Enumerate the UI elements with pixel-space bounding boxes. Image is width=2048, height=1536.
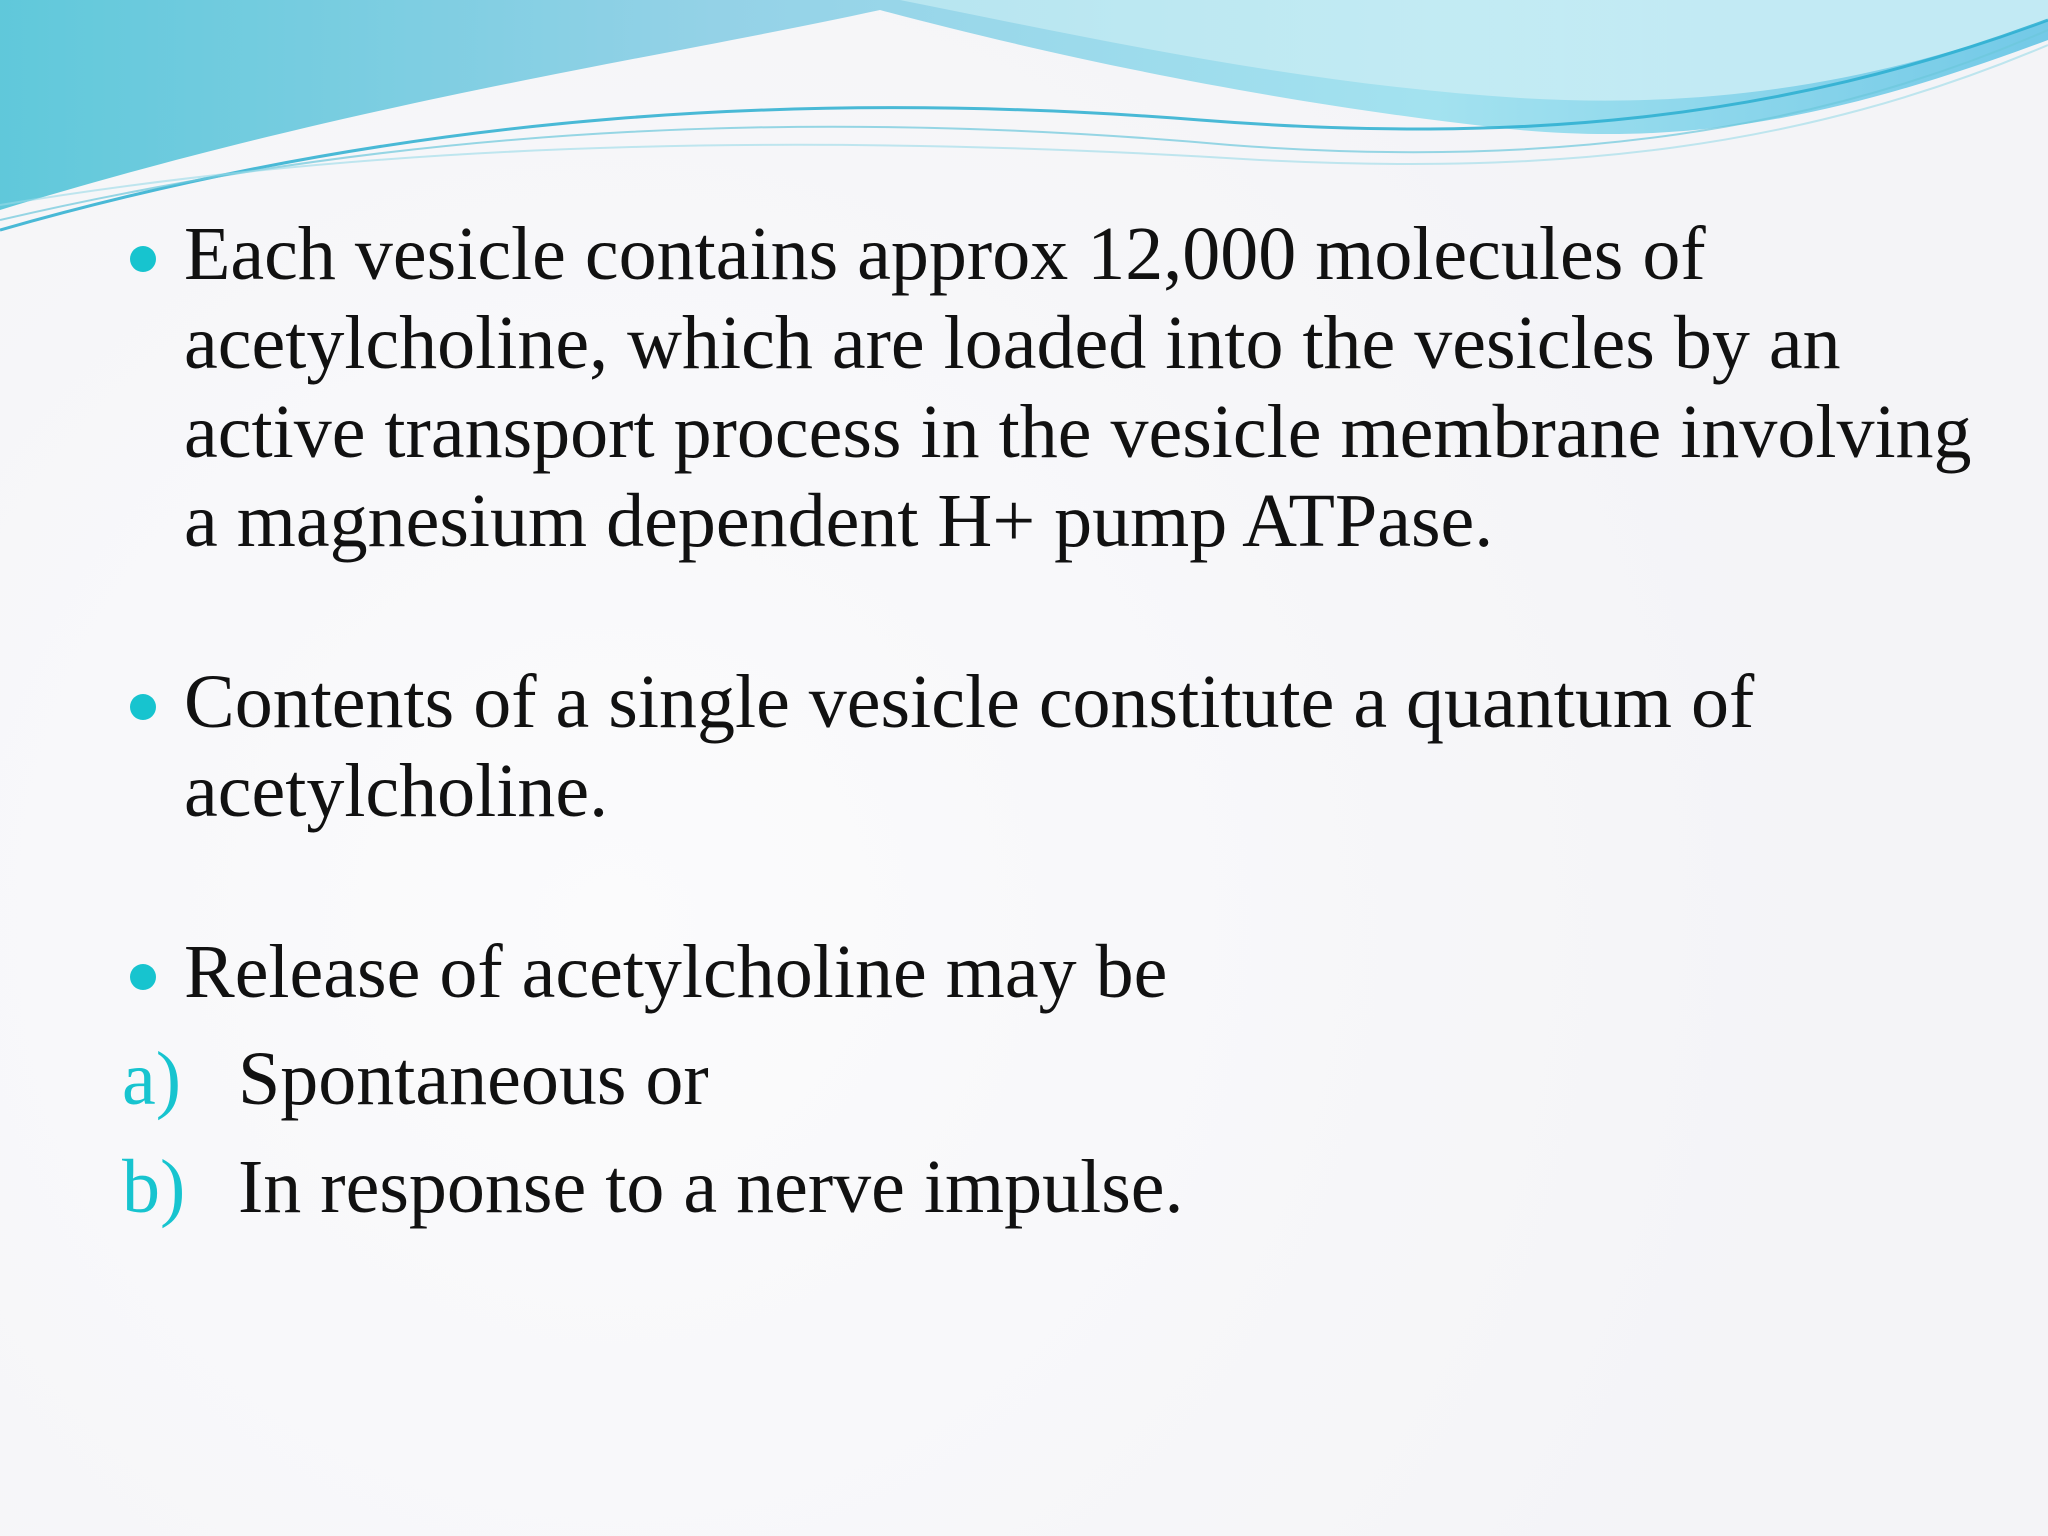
sub-item-text: In response to a nerve impulse. bbox=[238, 1145, 1184, 1229]
sub-marker: a) bbox=[122, 1037, 182, 1121]
sub-list bbox=[120, 1035, 1980, 1232]
bullet-item-2 bbox=[120, 658, 1980, 836]
bullet-dot-icon bbox=[130, 246, 156, 272]
bullet-item-3 bbox=[120, 928, 1980, 1017]
bullet-dot-icon bbox=[130, 964, 156, 990]
sub-item-b bbox=[120, 1143, 1980, 1232]
slide-body bbox=[120, 210, 1980, 1251]
bullet-item-1 bbox=[120, 210, 1980, 566]
sub-item-text: Spontaneous or bbox=[238, 1037, 709, 1121]
bullet-text: Release of acetylcholine may be bbox=[184, 930, 1168, 1014]
bullet-dot-icon bbox=[130, 694, 156, 720]
sub-item-a bbox=[120, 1035, 1980, 1124]
bullet-text: Each vesicle contains approx 12,000 molecules of acetylcholine, which are loaded into the vesicles by an active transport process in the vesicle membrane involving a magnesium dependent H+ pump ATPase. bbox=[184, 212, 1972, 563]
bullet-text: Contents of a single vesicle constitute a quantum of acetylcholine. bbox=[184, 660, 1755, 833]
sub-marker: b) bbox=[122, 1145, 186, 1229]
